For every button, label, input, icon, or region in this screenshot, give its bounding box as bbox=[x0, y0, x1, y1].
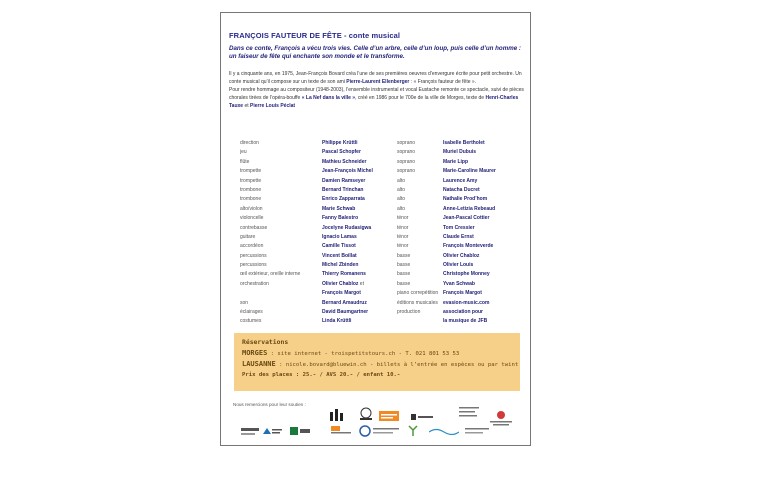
credit-role: basse bbox=[397, 262, 411, 269]
credit-extra: et bbox=[358, 280, 364, 287]
credit-role: son bbox=[240, 299, 249, 306]
credit-name: Bernard Trinchan bbox=[322, 186, 364, 193]
credit-name: Tom Cressier bbox=[443, 224, 475, 231]
credit-name: François Margot bbox=[443, 290, 482, 297]
credit-role: percussions bbox=[240, 262, 267, 269]
logo-ville-de-lausanne bbox=[411, 413, 433, 421]
reservation-morges bbox=[242, 348, 512, 359]
logo-circle bbox=[359, 425, 371, 437]
credit-role: violoncelle bbox=[240, 215, 264, 222]
credit-role: éditions musicales bbox=[397, 299, 438, 306]
credit-name: Nathalie Prod’hom bbox=[443, 196, 488, 203]
logo-trois-petits-tours bbox=[328, 407, 344, 423]
credit-role bbox=[240, 289, 328, 298]
reservation-lausanne bbox=[242, 359, 519, 370]
sponsor-logos bbox=[233, 401, 523, 437]
credit-role: basse bbox=[397, 252, 411, 259]
credit-name: Vincent Boillat bbox=[322, 252, 357, 259]
credit-name: Yvan Schwab bbox=[443, 280, 475, 287]
credit-name: Damien Ramseyer bbox=[322, 177, 366, 184]
credit-role: orchestration bbox=[240, 280, 269, 287]
credit-role: production bbox=[397, 309, 421, 316]
lausanne-details: : nicole.bovard@bluewin.ch - billets à l’entrée en espèces ou par twint bbox=[275, 362, 519, 368]
credit-name: Marie Lipp bbox=[443, 158, 469, 165]
credit-role: percussions bbox=[240, 252, 267, 259]
credit-role: alto bbox=[397, 196, 406, 203]
credit-name: Olivier Louis bbox=[443, 262, 474, 269]
logo-migros-pour-cent-culturel bbox=[331, 426, 353, 436]
credit-name: Anne-Letizia Rebeaud bbox=[443, 205, 496, 212]
credit-role: basse bbox=[397, 280, 411, 287]
credit-role: soprano bbox=[397, 158, 416, 165]
logo-loterie-romande bbox=[379, 411, 399, 421]
credit-name: Christophe Monney bbox=[443, 271, 490, 278]
credit-name: Olivier Chabloz et bbox=[322, 280, 364, 287]
credit-name: Marie-Caroline Maurer bbox=[443, 168, 496, 175]
credit-role: costumes bbox=[240, 318, 262, 325]
credit-name: evasion-music.com bbox=[443, 299, 490, 306]
credit-name: David Baumgartner bbox=[322, 309, 369, 316]
credit-role: œil extérieur, oreille interne bbox=[240, 271, 301, 278]
credit-role: alto/violon bbox=[240, 205, 263, 212]
credit-role: ténor bbox=[397, 224, 409, 231]
credit-name: Michel Zbinden bbox=[322, 262, 359, 269]
body-p2-b: , créé en 1986 pour le 700e de la ville de Morges, texte de bbox=[355, 95, 486, 102]
lyricist-2: Pierre Louis Péclat bbox=[250, 103, 296, 110]
credit-role: jeu bbox=[240, 149, 247, 156]
city-morges: MORGES bbox=[242, 349, 268, 357]
page-title: FRANÇOIS FAUTEUR DE FÊTE - conte musical bbox=[229, 31, 401, 40]
flyer-page bbox=[220, 12, 531, 446]
credit-name: Fanny Balestro bbox=[322, 215, 359, 222]
credit-role: alto bbox=[397, 177, 406, 184]
logo-bcv bbox=[289, 426, 311, 436]
credit-name: Isabelle Bertholet bbox=[443, 140, 485, 146]
credit-name: Olivier Chabloz bbox=[443, 252, 480, 259]
credit-name: Laurence Amy bbox=[443, 177, 478, 184]
opera-title: « La Nef dans la ville » bbox=[301, 95, 356, 102]
logo-row2-a bbox=[241, 428, 259, 436]
logo-wave bbox=[429, 427, 459, 435]
logo-association bbox=[457, 405, 481, 419]
credit-role: alto bbox=[397, 186, 406, 193]
credits-roles-left bbox=[240, 139, 328, 327]
credit-role: trompette bbox=[240, 177, 262, 184]
credit-role: direction bbox=[240, 140, 259, 146]
credit-name: Natacha Ducret bbox=[443, 186, 480, 193]
credit-role: soprano bbox=[397, 140, 416, 146]
credit-name: Jean-François Michel bbox=[322, 168, 373, 175]
lead-paragraph: Dans ce conte, François a vécu trois vies. Celle d’un arbre, celle d’un loup, puis celle d’un homme : un faiseur de fête qui enchante son monde et le transforme. bbox=[229, 45, 521, 61]
credit-role: accordéon bbox=[240, 243, 264, 250]
sponsors-thanks: Nous remercions pour leur soutien : bbox=[233, 402, 306, 407]
credit-name: Camille Tissot bbox=[322, 243, 356, 250]
credit-role: alto bbox=[397, 205, 406, 212]
city-lausanne: LAUSANNE bbox=[242, 360, 276, 368]
logo-ville-de-morges bbox=[261, 426, 283, 436]
body-p2-and: et bbox=[243, 103, 251, 110]
body-text bbox=[229, 70, 527, 110]
body-p2-a: Pour rendre hommage au compositeur (1948-2003), l’ensemble instrumental et vocal Eustache remonte ce spectacle, suivi de pièces chorales tirées de l’opéra-bouffe bbox=[229, 87, 524, 102]
credit-role: flûte bbox=[240, 158, 250, 165]
credit-name: Claude Ernst bbox=[443, 233, 474, 240]
credit-role: trombone bbox=[240, 196, 262, 203]
credit-name: Bernard Amaudruz bbox=[322, 299, 367, 306]
credit-role: ténor bbox=[397, 233, 409, 240]
body-p1-b: : « François fauteur de fête ». bbox=[409, 79, 477, 86]
logo-fondation-leenaards bbox=[488, 409, 514, 429]
credit-name: François Margot bbox=[322, 290, 361, 297]
credit-role: soprano bbox=[397, 168, 416, 175]
credit-role: trombone bbox=[240, 186, 262, 193]
lyricist-1: Henri-Charles Tauxe bbox=[229, 95, 519, 110]
credit-name: association pour bbox=[443, 309, 484, 316]
reservations-title: Réservations bbox=[242, 338, 289, 346]
credit-name: Pascal Schopfer bbox=[322, 149, 361, 156]
credit-name: Enrico Zapparrata bbox=[322, 196, 365, 203]
credit-name: Philippe Krüttli bbox=[322, 140, 358, 146]
credit-name: la musique de JFB bbox=[443, 318, 488, 325]
credit-name: Thierry Romanens bbox=[322, 271, 366, 278]
credit-role: éclairages bbox=[240, 309, 263, 316]
credit-name: François Monteverde bbox=[443, 243, 494, 250]
credit-role: piano correpétition bbox=[397, 290, 439, 297]
ticket-prices: Prix des places : 25.- / AVS 20.- / enfant 10.- bbox=[242, 372, 401, 378]
credit-name: Jean-Pascal Cottier bbox=[443, 215, 490, 222]
credit-name: Linda Krüttli bbox=[322, 318, 352, 325]
credit-role: trompette bbox=[240, 168, 262, 175]
credit-role: soprano bbox=[397, 149, 416, 156]
credit-role: basse bbox=[397, 271, 411, 278]
credits-names-right bbox=[443, 139, 531, 327]
credit-role: contrebasse bbox=[240, 224, 268, 231]
credit-name: Marie Schwab bbox=[322, 205, 356, 212]
credit-name: Muriel Dubuis bbox=[443, 149, 477, 156]
credit-role: ténor bbox=[397, 243, 409, 250]
logo-esprit-sainf bbox=[357, 407, 375, 421]
author-name: Pierre-Laurent Ellenberger bbox=[346, 79, 410, 86]
logo-row2-c bbox=[465, 427, 489, 435]
credit-role: guitare bbox=[240, 233, 256, 240]
body-p1-a: Il y a cinquante ans, en 1975, Jean-François Bovard créa l’une de ses premières oeuvres d’envergure écrite pour petit orchestre. Un conte musical qu’il compose sur un texte de son ami bbox=[229, 71, 522, 86]
credit-role: ténor bbox=[397, 215, 409, 222]
logo-plant bbox=[406, 424, 420, 437]
morges-details: : site internet - troispetitstours.ch - T. 021 801 53 53 bbox=[267, 351, 460, 357]
reservations-box bbox=[234, 333, 520, 391]
credit-name: Mathieu Schneider bbox=[322, 158, 367, 165]
credit-name: Ignacio Lamas bbox=[322, 233, 357, 240]
logo-row2-b bbox=[373, 427, 399, 435]
credit-name: Jocelyne Rudasigwa bbox=[322, 224, 372, 231]
